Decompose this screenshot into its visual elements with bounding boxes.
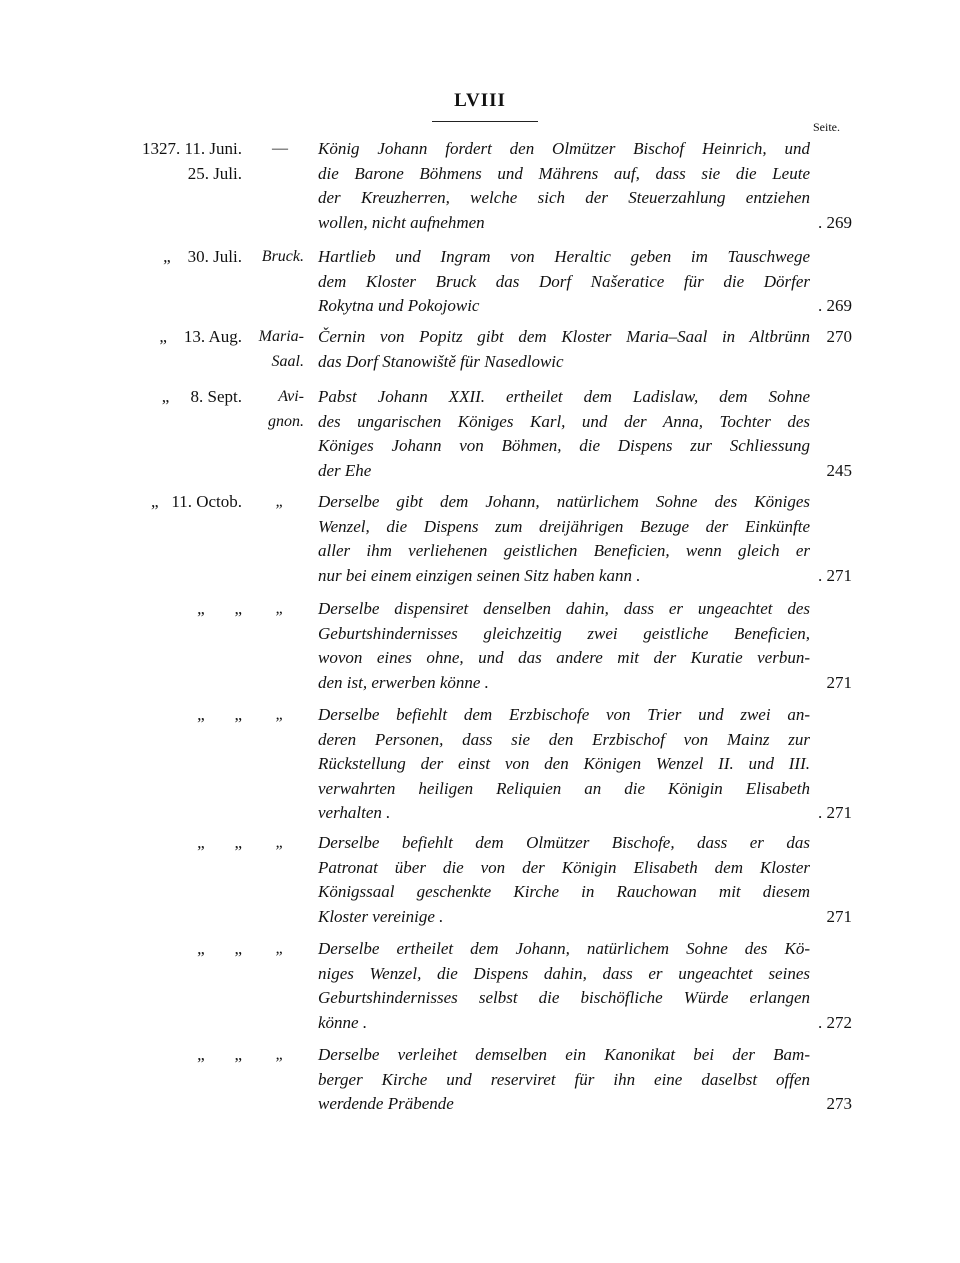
entry-page-ref: 271 [826,906,852,926]
entry-date-line: 25. Juli. [187,163,242,183]
entry-place: Bruck. [261,248,304,265]
summary-line: die Barone Böhmens und Mährens auf, dass sie die Leute [318,163,810,183]
entry-date [104,703,242,728]
entry-summary [318,1043,810,1117]
summary-line: Geburtshindernisses gleichzeitig zwei geistliche Beneficien, [318,623,810,643]
entry-date [104,937,242,962]
entry-page-ref: 273 [826,1094,852,1113]
entry-place: „ [275,600,285,617]
summary-line: Derselbe dispensiret denselben dahin, dass er ungeachtet des [318,599,810,618]
summary-line: der Kreuzherren, welche sich der Steuerzahlung entziehen [318,188,810,207]
entry-place: „ [275,1046,285,1063]
entry-place: „ [275,940,285,957]
summary-line: nur bei einem einzigen seinen Sitz haben kann . [318,565,641,585]
entry-place: „ [275,706,285,723]
summary-line: verwahrten heiligen Reliquien an die Königin Elisabeth [318,778,810,798]
summary-line: Černin von Popitz gibt dem Kloster Maria–Saal in Altbrünn [318,327,810,346]
summary-line: Patronat über die von der Königin Elisabeth dem Kloster [318,857,810,877]
entry-page-ref: . 271 [818,803,852,822]
entry-date [104,831,242,856]
page-number: LVIII [454,90,506,111]
entry-place: — [272,140,288,157]
entry-place: Avi-gnon. [268,388,304,430]
entry-summary [318,325,810,374]
summary-line: König Johann fordert den Olmützer Bischof Heinrich, und [318,139,810,158]
entry-date-line: „ „ [197,705,242,724]
summary-line: des ungarischen Königes Karl, und der Anna, Tochter des [318,411,810,431]
summary-line: deren Personen, dass sie den Erzbischof von Mainz zur [318,729,810,749]
entry-place: „ [275,834,285,851]
summary-line: dem Kloster Bruck das Dorf Našeratice für die Dörfer [318,271,810,291]
entry-summary [318,703,810,826]
summary-line: Derselbe gibt dem Johann, natürlichem Sohne des Königes [318,492,810,511]
summary-line: wollen, nicht aufnehmen [318,212,485,232]
entry-date-line: „ 13. Aug. [159,327,242,346]
entry-date [104,1043,242,1068]
entry-page-ref: 271 [826,672,852,692]
entry-summary [318,385,810,483]
seite-label: Seite. [813,120,840,134]
summary-line: Derselbe verleihet demselben ein Kanonikat bei der Bam- [318,1045,810,1064]
summary-line: werdende Präbende [318,1094,454,1113]
summary-line: Rückstellung der einst von den Königen Wenzel II. und III. [318,754,810,773]
entry-date [104,137,242,186]
summary-line: könne . [318,1012,368,1032]
entry-date-line: „ 8. Sept. [161,387,242,406]
summary-line: das Dorf Stanowiště für Nasedlowic [318,351,564,371]
summary-line: Derselbe befiehlt dem Erzbischofe von Trier und zwei an- [318,705,810,724]
summary-line: wovon eines ohne, und das andere mit der Kuratie verbun- [318,648,810,667]
entry-page-ref: . 269 [818,212,852,232]
summary-line: Königssaal geschenkte Kirche in Rauchowan mit diesem [318,882,810,901]
summary-line: berger Kirche und reserviret für ihn eine daselbst offen [318,1069,810,1089]
entry-date-line: 1327. 11. Juni. [142,139,242,158]
summary-line: Derselbe ertheilet dem Johann, natürlichem Sohne des Kö- [318,939,810,958]
entry-date [104,325,242,350]
entry-summary [318,597,810,695]
summary-line: Rokytna und Pokojowic [318,296,480,315]
entry-date-line: „ „ [197,1045,242,1064]
entry-page-ref: . 272 [818,1012,852,1032]
entry-date-line: „ „ [197,599,242,618]
summary-line: Kloster vereinige . [318,906,444,926]
summary-line: der Ehe [318,460,372,480]
entry-date [104,245,242,270]
summary-line: Königes Johann von Böhmen, die Dispens zur Schliessung [318,436,810,455]
entry-date-line: „ 30. Juli. [163,247,242,266]
entry-summary [318,490,810,588]
summary-line: aller ihm verliehenen geistlichen Beneficien, wenn gleich er [318,541,810,560]
entry-summary [318,245,810,319]
entry-place: „ [275,493,285,510]
entry-page-ref: . 269 [818,296,852,315]
entry-date [104,597,242,622]
entry-page-ref: 270 [826,327,852,346]
entry-date-line: „ 11. Octob. [151,492,242,511]
entry-date-line: „ „ [197,939,242,958]
summary-line: niges Wenzel, die Dispens dahin, dass er ungeachtet seines [318,963,810,983]
header-rule [432,121,538,122]
entry-place: Maria-Saal. [258,328,304,370]
summary-line: Pabst Johann XXII. ertheilet dem Ladislaw, dem Sohne [318,387,810,406]
page-header [0,90,960,112]
summary-line: Derselbe befiehlt dem Olmützer Bischofe, dass er das [318,833,810,852]
summary-line: Geburtshindernisses selbst die bischöfliche Würde erlangen [318,988,810,1007]
entry-summary [318,831,810,929]
summary-line: verhalten . [318,803,391,822]
entry-page-ref: . 271 [818,565,852,585]
entry-date [104,490,242,515]
entry-page-ref: 245 [826,460,852,480]
entry-date [104,385,242,410]
entry-summary [318,937,810,1035]
summary-line: Wenzel, die Dispens zum dreijährigen Bezuge der Einkünfte [318,516,810,536]
summary-line: Hartlieb und Ingram von Heraltic geben im Tauschwege [318,247,810,266]
entry-summary [318,137,810,235]
entry-date-line: „ „ [197,833,242,852]
summary-line: den ist, erwerben könne . [318,672,489,692]
